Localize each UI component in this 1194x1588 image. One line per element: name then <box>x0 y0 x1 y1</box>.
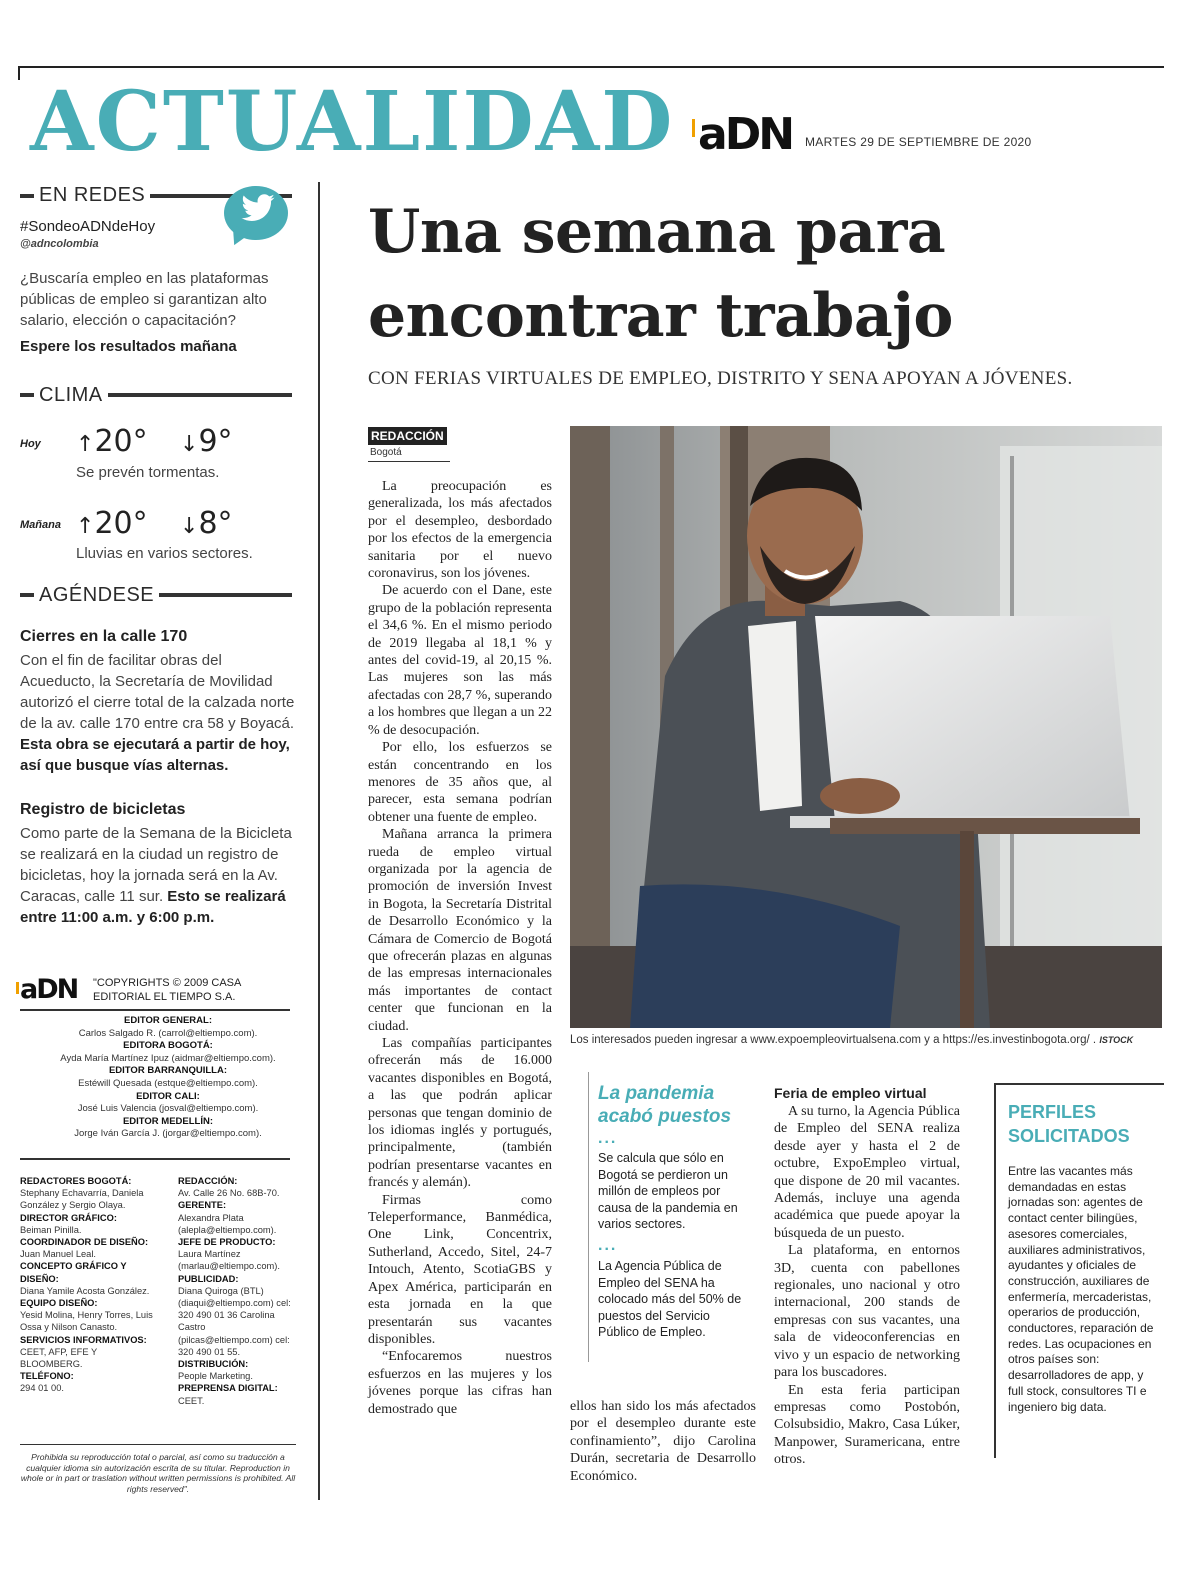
subheadline: CON FERIAS VIRTUALES DE EMPLEO, DISTRITO Y SENA APOYAN A JÓVENES. <box>368 368 1073 389</box>
staff-entry <box>178 1236 296 1273</box>
staff-name: 294 01 00. <box>20 1383 64 1394</box>
top-rule <box>18 66 1164 68</box>
editor-entry <box>18 1116 318 1141</box>
editor-role: EDITOR GENERAL: <box>124 1015 212 1026</box>
photo-caption-text: Los interesados pueden ingresar a www.expoempleovirtualsena.com y a https://es.investinbogota.org/ . <box>570 1034 1097 1046</box>
staff-role: GERENTE: <box>178 1200 227 1211</box>
staff-role: EQUIPO DISEÑO: <box>20 1298 98 1309</box>
staff-entry <box>178 1273 296 1358</box>
weather-day-tomorrow: Mañana <box>20 519 61 531</box>
weather-high-today-value: 20° <box>94 424 148 459</box>
article-photo <box>570 426 1162 1028</box>
pandemia-fact: La Agencia Pública de Empleo del SENA ha colocado más del 50% de puestos del Servicio Público de Empleo. <box>598 1259 742 1339</box>
column-divider <box>318 182 320 1500</box>
masthead-logo <box>20 975 77 1005</box>
staff-entry <box>178 1358 296 1382</box>
staff-name: People Marketing. <box>178 1371 253 1382</box>
weather-high-tomorrow-value: 20° <box>94 506 148 541</box>
weather-high-today: ↑20° <box>76 424 148 459</box>
article-column-1 <box>368 478 552 1418</box>
pandemia-rule <box>588 1072 589 1362</box>
staff-name: Beiman Pinilla. <box>20 1224 82 1235</box>
photo-caption <box>570 1034 1162 1046</box>
staff-name: Stephany Echavarría, Daniela González y Sergio Olaya. <box>20 1188 144 1211</box>
en-redes-label: EN REDES <box>34 183 150 207</box>
photo-credit: ISTOCK <box>1099 1035 1134 1045</box>
staff-entry <box>20 1370 160 1394</box>
weather-day-today: Hoy <box>20 438 41 450</box>
editor-entry <box>18 1040 318 1065</box>
staff-entry <box>178 1175 296 1199</box>
perfiles-title: PERFILES SOLICITADOS <box>1008 1102 1130 1146</box>
pandemia-title: La pandemia acabó puestos <box>598 1083 732 1127</box>
staff-name: Alexandra Plata (alepla@eltiempo.com). <box>178 1212 277 1235</box>
editor-entry <box>18 1091 318 1116</box>
article-paragraph: Firmas como Teleperformance, Banmédica, One Link, Concentrix, Sutherland, Accedo, Sitel, 24-7 Intouch, Atento, ScotiaGBS y Apex América, participarán en esta jornada en la que presentarán sus vacantes disponibles. <box>368 1192 552 1347</box>
copyright-line: "COPYRIGHTS © 2009 CASA <box>93 977 242 989</box>
article-paragraph: Mañana arranca la primera rueda de empleo virtual organizada por la agencia de promoción de inversión Invest in Bogota, la Secretaría Distrital de Desarrollo Económico y la Cámara de Comercio de Bogotá que ofrecerán plazas en algunas de las empresas internacionales más importantes de contact center que funcionan en la ciudad. <box>368 827 552 1034</box>
staff-name: Av. Calle 26 No. 68B-70. <box>178 1188 280 1199</box>
headline: Una semana para encontrar trabajo <box>368 197 953 351</box>
staff-role: REDACCIÓN: <box>178 1176 238 1186</box>
weather-desc-today: Se prevén tormentas. <box>76 464 220 481</box>
agenda-item-highlight: Esta obra se ejecutará a partir de hoy, así que busque vías alternas. <box>20 736 290 774</box>
agenda-item-body: Como parte de la Semana de la Bicicleta se realizará en la ciudad un registro de bicicletas, hoy la jornada será en la Av. Caracas, calle 11 sur. <box>20 825 292 905</box>
agenda-item-body: Con el fin de facilitar obras del Acueducto, la Secretaría de Movilidad autorizó el cierre total de la calzada norte de la av. calle 170 entre cra 58 y Boyacá. <box>20 652 295 732</box>
staff-name: Juan Manuel Leal. <box>20 1249 96 1260</box>
agenda-item-text <box>20 650 295 776</box>
staff-entry <box>20 1297 160 1334</box>
staff-role: TELÉFONO: <box>20 1371 74 1382</box>
staff-role: PREPRENSA DIGITAL: <box>178 1383 278 1394</box>
article-paragraph: La preocupación es generalizada, los más afectados por el desempleo, desbordado por los efectos de la emergencia sanitaria por el nuevo coronavirus, son los jóvenes. <box>368 479 552 582</box>
article-paragraph: ellos han sido los más afectados por el desempleo durante este confinamiento”, dijo Carolina Durán, secretaria de Desarrollo Económico. <box>570 1399 756 1484</box>
byline-place: Bogotá <box>370 447 402 458</box>
editors-list <box>18 1015 318 1141</box>
staff-role: PUBLICIDAD: <box>178 1273 239 1284</box>
twitter-handle: @adncolombia <box>20 238 99 250</box>
weather-low-tomorrow: ↓8° <box>180 506 233 541</box>
article-paragraph: La plataforma, en entornos 3D, cuenta con pabellones regionales, uno nacional y otro internacional, 200 stands de empresas con sus vacantes, una sala de videoconferencias en vivo y un espacio de networking para los buscadores. <box>774 1243 960 1381</box>
staff-entry <box>20 1334 160 1371</box>
legal-notice: Prohibida su reproducción total o parcial, así como su traducción a cualquier idioma sin autorización escrita de su titular. Reproduction in whole or in part or traslation without written permissions is prohibited. All rights reserved". <box>20 1452 296 1494</box>
staff-role: COORDINADOR DE DISEÑO: <box>20 1237 149 1248</box>
staff-name: Yesid Molina, Henry Torres, Luis Ossa y Nilson Canasto. <box>20 1310 153 1333</box>
staff-entry <box>20 1175 160 1212</box>
staff-role: JEFE DE PRODUCTO: <box>178 1237 276 1248</box>
staff-entry <box>20 1260 160 1297</box>
staff-name: CEET. <box>178 1395 205 1406</box>
article-paragraph: Por ello, los esfuerzos se están concentrando en los menores de 35 años que, al parecer, esta semana podrían obtener una fuente de empleo. <box>368 740 552 825</box>
logo-mark <box>16 982 19 994</box>
twitter-bird-icon <box>240 194 276 234</box>
staff-name: Laura Martínez (marlau@eltiempo.com). <box>178 1249 280 1272</box>
article-paragraph: Las compañías participantes ofrecerán más de 16.000 vacantes disponibles en Bogotá, a las que podrán aplicar personas que tengan dominio de los idiomas inglés y portugués, principalmente, (también podrían presentarse vacantes en francés y alemán). <box>368 1036 552 1191</box>
clima-label: CLIMA <box>34 383 108 407</box>
staff-entry <box>178 1382 296 1406</box>
copyright-line: EDITORIAL EL TIEMPO S.A. <box>93 991 236 1003</box>
masthead-logo-text: aDN <box>20 974 78 1005</box>
agenda-item-title: Cierres en la calle 170 <box>20 628 188 645</box>
weather-low-tomorrow-value: 8° <box>198 506 233 541</box>
weather-low-today: ↓9° <box>180 424 233 459</box>
agendese-label: AGÉNDESE <box>34 583 159 607</box>
perfiles-text: Entre las vacantes más demandadas en estas jornadas son: agentes de contact center bilingües, asesores comerciales, auxiliares administrativos, ayudantes y oficiales de construcción, auxiliares de enfermería, mercaderistas, operarios de producción, conductores, reparación de redes. Las ocupaciones en otros países son: desarrolladores de app, y full stock, consultores TI e ingeniero big data. <box>1008 1164 1154 1414</box>
editor-role: EDITORA BOGOTÁ: <box>123 1040 213 1052</box>
top-rule-tick <box>18 66 20 80</box>
editor-entry <box>18 1065 318 1090</box>
staff-entry <box>178 1199 296 1236</box>
weather-desc-tomorrow: Lluvias en varios sectores. <box>76 545 253 562</box>
editor-name: Ayda María Martínez Ipuz (aidmar@eltiempo.com). <box>60 1052 276 1064</box>
byline-rule <box>368 461 450 462</box>
article-column-2-end <box>570 1398 756 1485</box>
staff-role: SERVICIOS INFORMATIVOS: <box>20 1334 147 1345</box>
agenda-item-highlight: Esto se realizará entre 11:00 a.m. y 6:00 p.m. <box>20 888 286 926</box>
logo-mark <box>692 119 695 137</box>
photo-illustration <box>570 426 1162 1028</box>
staff-column-right <box>178 1175 296 1407</box>
editor-name: José Luis Valencia (josval@eltiempo.com). <box>77 1103 259 1115</box>
brand-logo-text: aDN <box>698 109 793 160</box>
article-paragraph: De acuerdo con el Dane, este grupo de la población representa el 34,6 %. En el mismo periodo de 2019 llegaba al 18,1 % y antes del covid-19, al 20,15 %. Las mujeres son las más afectadas con 28,7 %, superando a los hombres que llegan a un 22 % de desocupación. <box>368 583 552 738</box>
editor-role: EDITOR BARRANQUILLA: <box>108 1065 228 1077</box>
staff-role: CONCEPTO GRÁFICO Y DISEÑO: <box>20 1261 127 1284</box>
editor-name: Carlos Salgado R. (carrol@eltiempo.com). <box>78 1027 258 1039</box>
editor-entry <box>18 1015 318 1040</box>
legal-rule <box>20 1444 296 1445</box>
staff-name: Diana Quiroga (BTL) (diaqui@eltiempo.com) cel: 320 490 01 36 Carolina Castro (pilcas@eltiempo.com) cel: 320 490 01 55. <box>178 1285 291 1357</box>
pandemia-fact: Se calcula que sólo en Bogotá se perdieron un millón de empleos por causa de la pandemia en varios sectores. <box>598 1151 738 1231</box>
editor-role: EDITOR MEDELLÍN: <box>122 1115 214 1127</box>
masthead-rule <box>20 1158 290 1160</box>
brand-logo <box>698 110 792 160</box>
editor-name: Jorge Iván García J. (jorgar@eltiempo.com). <box>74 1128 262 1140</box>
section-title: ACTUALIDAD <box>30 74 675 170</box>
feria-title: Feria de empleo virtual <box>774 1085 927 1101</box>
staff-entry <box>20 1212 160 1236</box>
bullet-dots-icon: ... <box>598 1130 618 1147</box>
staff-name: CEET, AFP, EFE Y BLOOMBERG. <box>20 1346 97 1370</box>
hashtag: #SondeoADNdeHoy <box>20 218 156 235</box>
feria-column <box>774 1103 960 1469</box>
agenda-item-title: Registro de bicicletas <box>20 801 186 818</box>
weather-high-tomorrow: ↑20° <box>76 506 148 541</box>
bullet-dots-icon: ... <box>598 1237 618 1254</box>
poll-note: Espere los resultados mañana <box>20 338 237 355</box>
agenda-item-text <box>20 823 295 928</box>
issue-date: MARTES 29 DE SEPTIEMBRE DE 2020 <box>805 135 1032 149</box>
article-paragraph: “Enfocaremos nuestros esfuerzos en las mujeres y los jóvenes porque las cifras han demostrado que <box>368 1349 552 1417</box>
staff-entry <box>20 1236 160 1260</box>
staff-role: DIRECTOR GRÁFICO: <box>20 1212 117 1223</box>
staff-column-left <box>20 1175 160 1395</box>
editor-name: Estéwill Quesada (estque@eltiempo.com). <box>78 1077 258 1089</box>
poll-question: ¿Buscaría empleo en las plataformas públicas de empleo si garantizan alto salario, elección o capacitación? <box>20 270 269 329</box>
byline: REDACCIÓN <box>368 427 447 445</box>
staff-role: REDACTORES BOGOTÁ: <box>20 1176 132 1186</box>
weather-low-today-value: 9° <box>198 424 233 459</box>
staff-name: Diana Yamile Acosta González. <box>20 1285 150 1296</box>
article-paragraph: En esta feria participan empresas como Postobón, Colsubsidio, Makro, Casa Lúker, Manpower, Suramericana, entre otros. <box>774 1382 960 1468</box>
staff-role: DISTRIBUCIÓN: <box>178 1359 249 1370</box>
editor-role: EDITOR CALI: <box>136 1090 200 1102</box>
copyright <box>93 976 241 1004</box>
article-paragraph: A su turno, la Agencia Pública de Empleo del SENA realiza desde ayer y hasta el 2 de octubre, ExpoEmpleo virtual, que dispone de 20 mil vacantes. Además, incluye una agenda académica que puede apoyar la búsqueda de un puesto. <box>774 1104 960 1241</box>
masthead-rule <box>20 1009 290 1011</box>
